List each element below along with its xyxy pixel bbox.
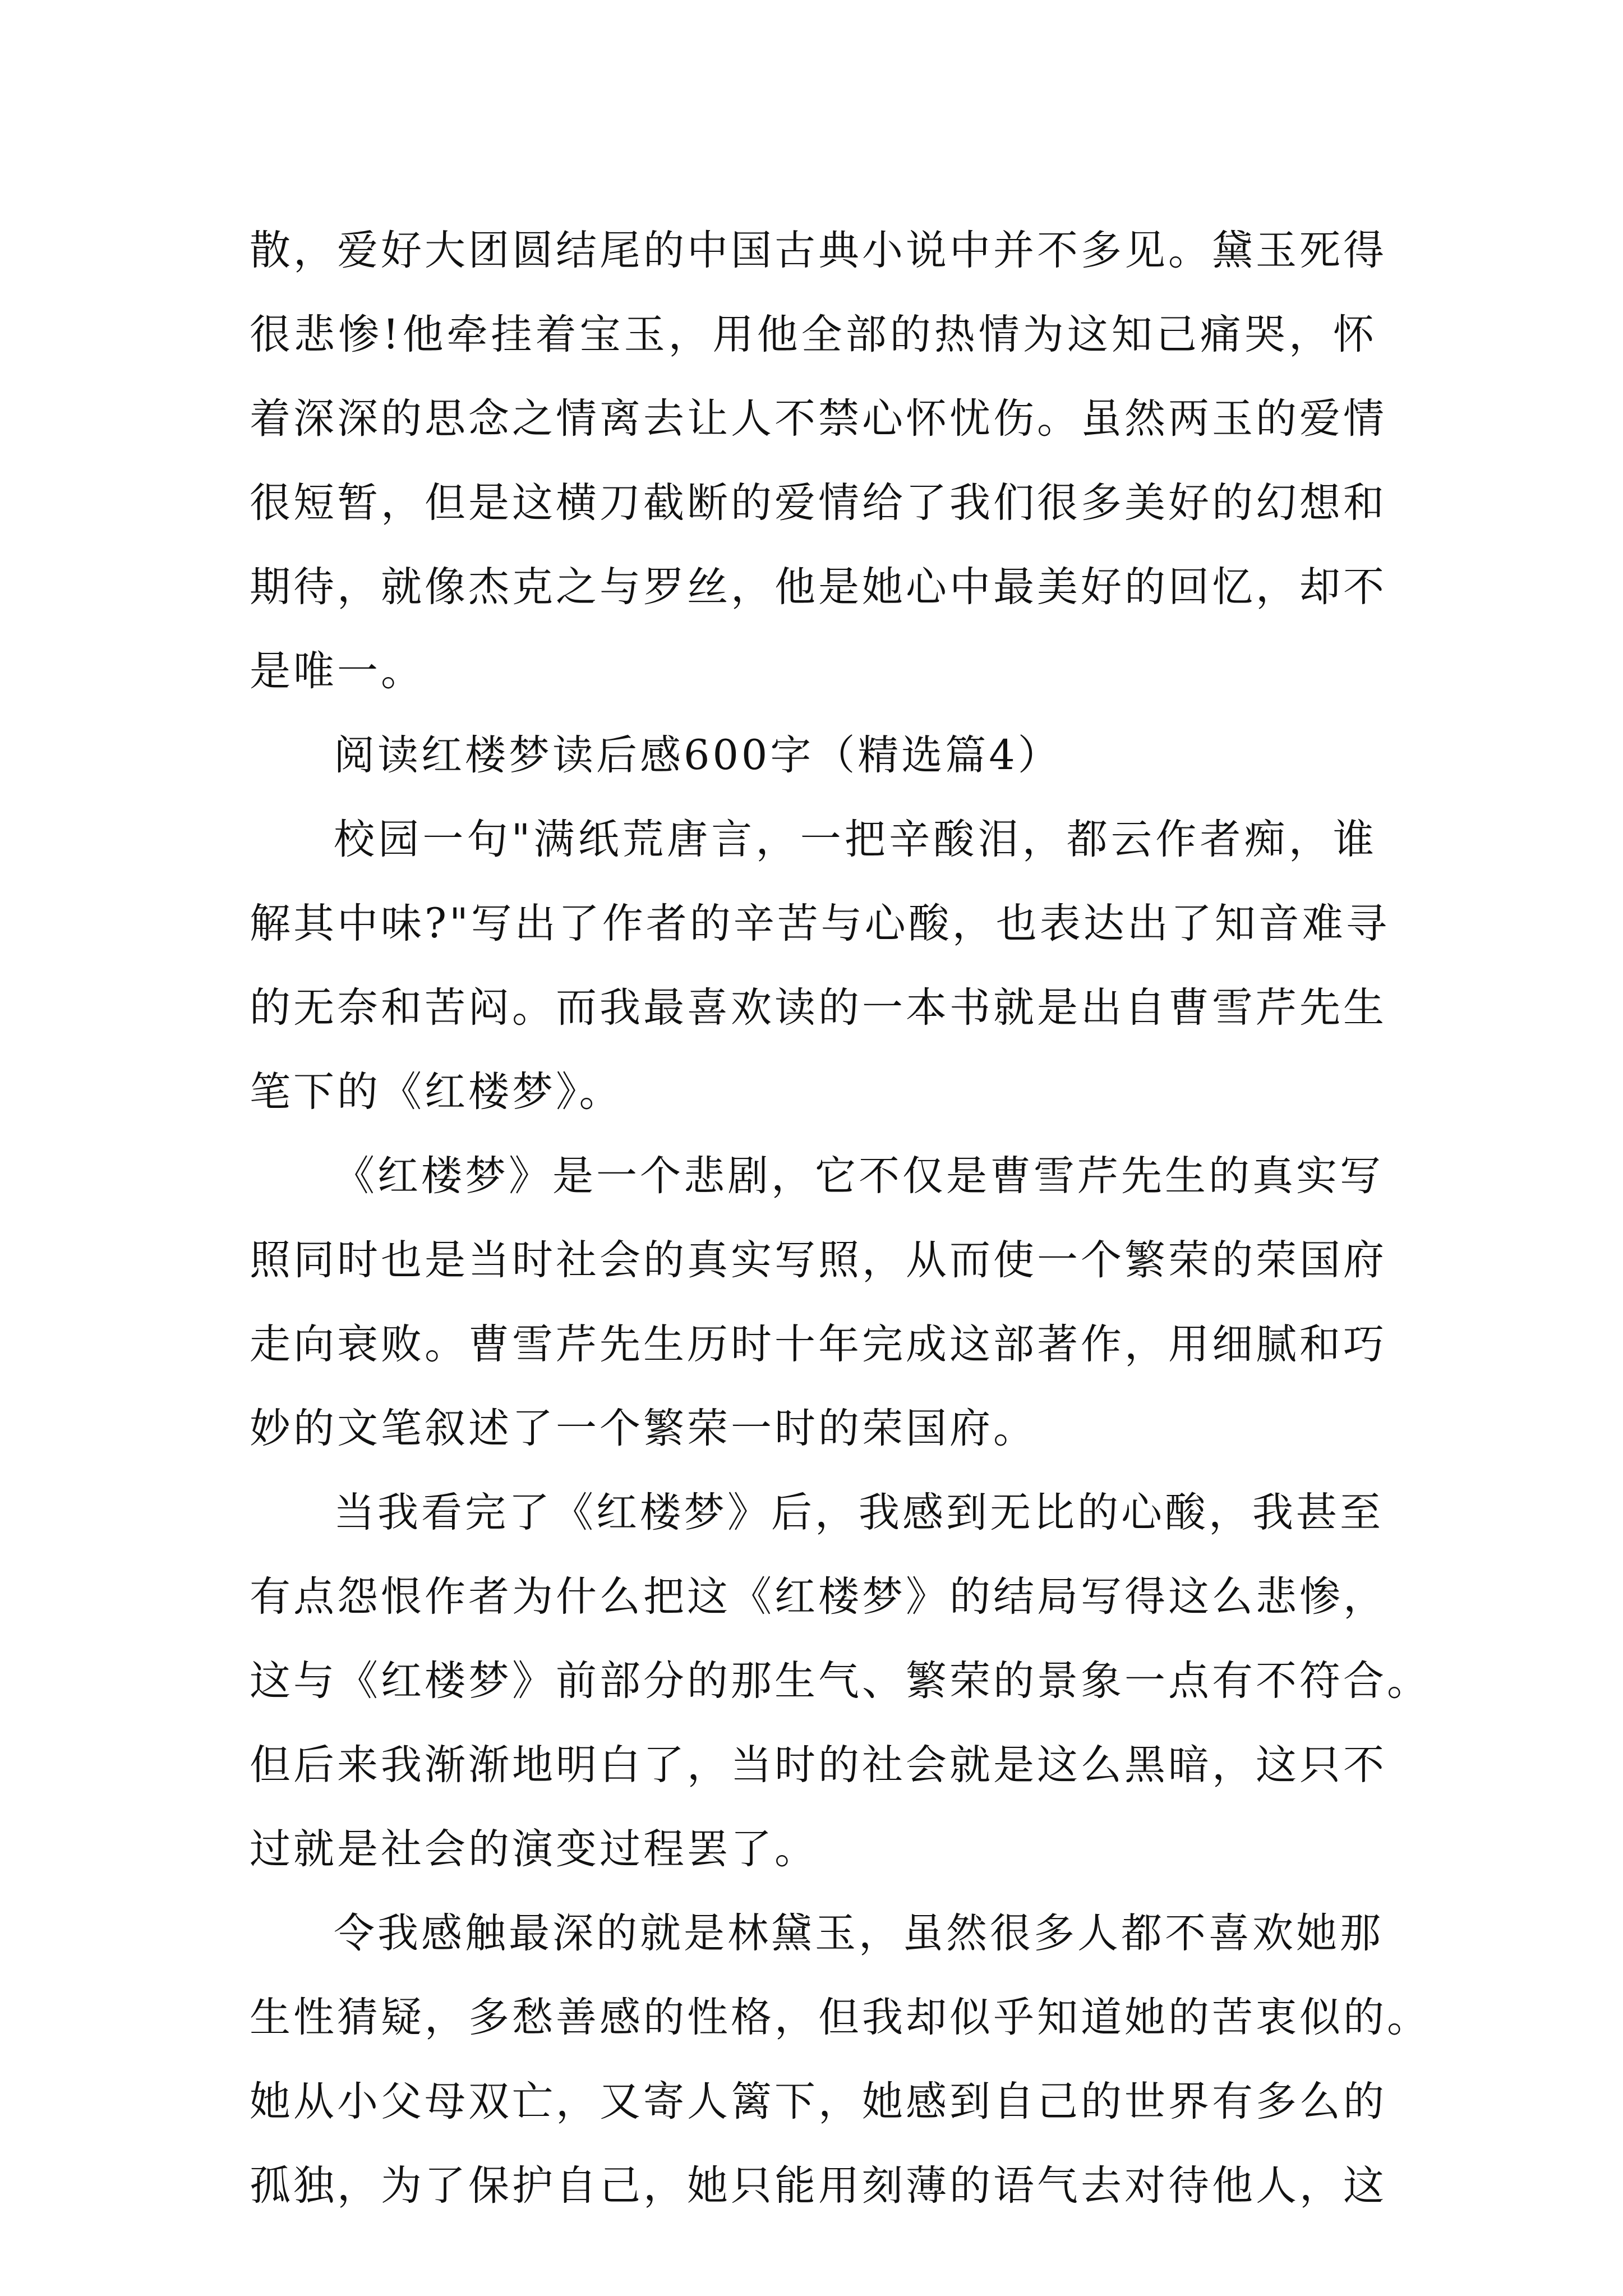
text-line: 令我感触最深的就是林黛玉，虽然很多人都不喜欢她那 (334, 1910, 1384, 1957)
body-text (250, 209, 1431, 2228)
text-line: 期待，就像杰克之与罗丝，他是她心中最美好的回忆，却不 (250, 563, 1387, 611)
text-line: 是唯一。 (250, 647, 425, 695)
text-line: 解其中味?"写出了作者的辛苦与心酸，也表达出了知音难寻 (250, 900, 1390, 947)
text-line: 很短暂，但是这横刀截断的爱情给了我们很多美好的幻想和 (250, 479, 1387, 527)
text-line: 她从小父母双亡，又寄人篱下，她感到自己的世界有多么的 (250, 2078, 1387, 2125)
section-heading: 阅读红楼梦读后感600字（精选篇4） (334, 731, 1062, 779)
text-line: 照同时也是当时社会的真实写照，从而使一个繁荣的荣国府 (250, 1236, 1387, 1284)
text-line: 散，爱好大团圆结尾的中国古典小说中并不多见。黛玉死得 (250, 227, 1387, 274)
text-line: 孤独，为了保护自己，她只能用刻薄的语气去对待他人，这 (250, 2162, 1387, 2210)
text-line: 的无奈和苦闷。而我最喜欢读的一本书就是出自曹雪芹先生 (250, 984, 1387, 1032)
text-line: 这与《红楼梦》前部分的那生气、繁荣的景象一点有不符合。 (250, 1657, 1431, 1705)
text-line: 过就是社会的演变过程罢了。 (250, 1825, 818, 1873)
text-line: 校园一句"满纸荒唐言，一把辛酸泪，都云作者痴，谁 (334, 816, 1377, 863)
text-line: 生性猜疑，多愁善感的性格，但我却似乎知道她的苦衷似的。 (250, 1994, 1431, 2041)
text-line: 有点怨恨作者为什么把这《红楼梦》的结局写得这么悲惨， (250, 1573, 1387, 1621)
text-line: 当我看完了《红楼梦》后，我感到无比的心酸，我甚至 (334, 1489, 1384, 1536)
text-line: 《红楼梦》是一个悲剧，它不仅是曹雪芹先生的真实写 (334, 1152, 1384, 1200)
text-line: 但后来我渐渐地明白了，当时的社会就是这么黑暗，这只不 (250, 1741, 1387, 1789)
text-line: 笔下的《红楼梦》。 (250, 1068, 623, 1116)
text-line: 妙的文笔叙述了一个繁荣一时的荣国府。 (250, 1405, 1037, 1452)
text-line: 走向衰败。曹雪芹先生历时十年完成这部著作，用细腻和巧 (250, 1320, 1387, 1368)
text-line: 着深深的思念之情离去让人不禁心怀忧伤。虽然两玉的爱情 (250, 395, 1387, 443)
text-line: 很悲惨!他牵挂着宝玉，用他全部的热情为这知己痛哭，怀 (250, 311, 1377, 358)
